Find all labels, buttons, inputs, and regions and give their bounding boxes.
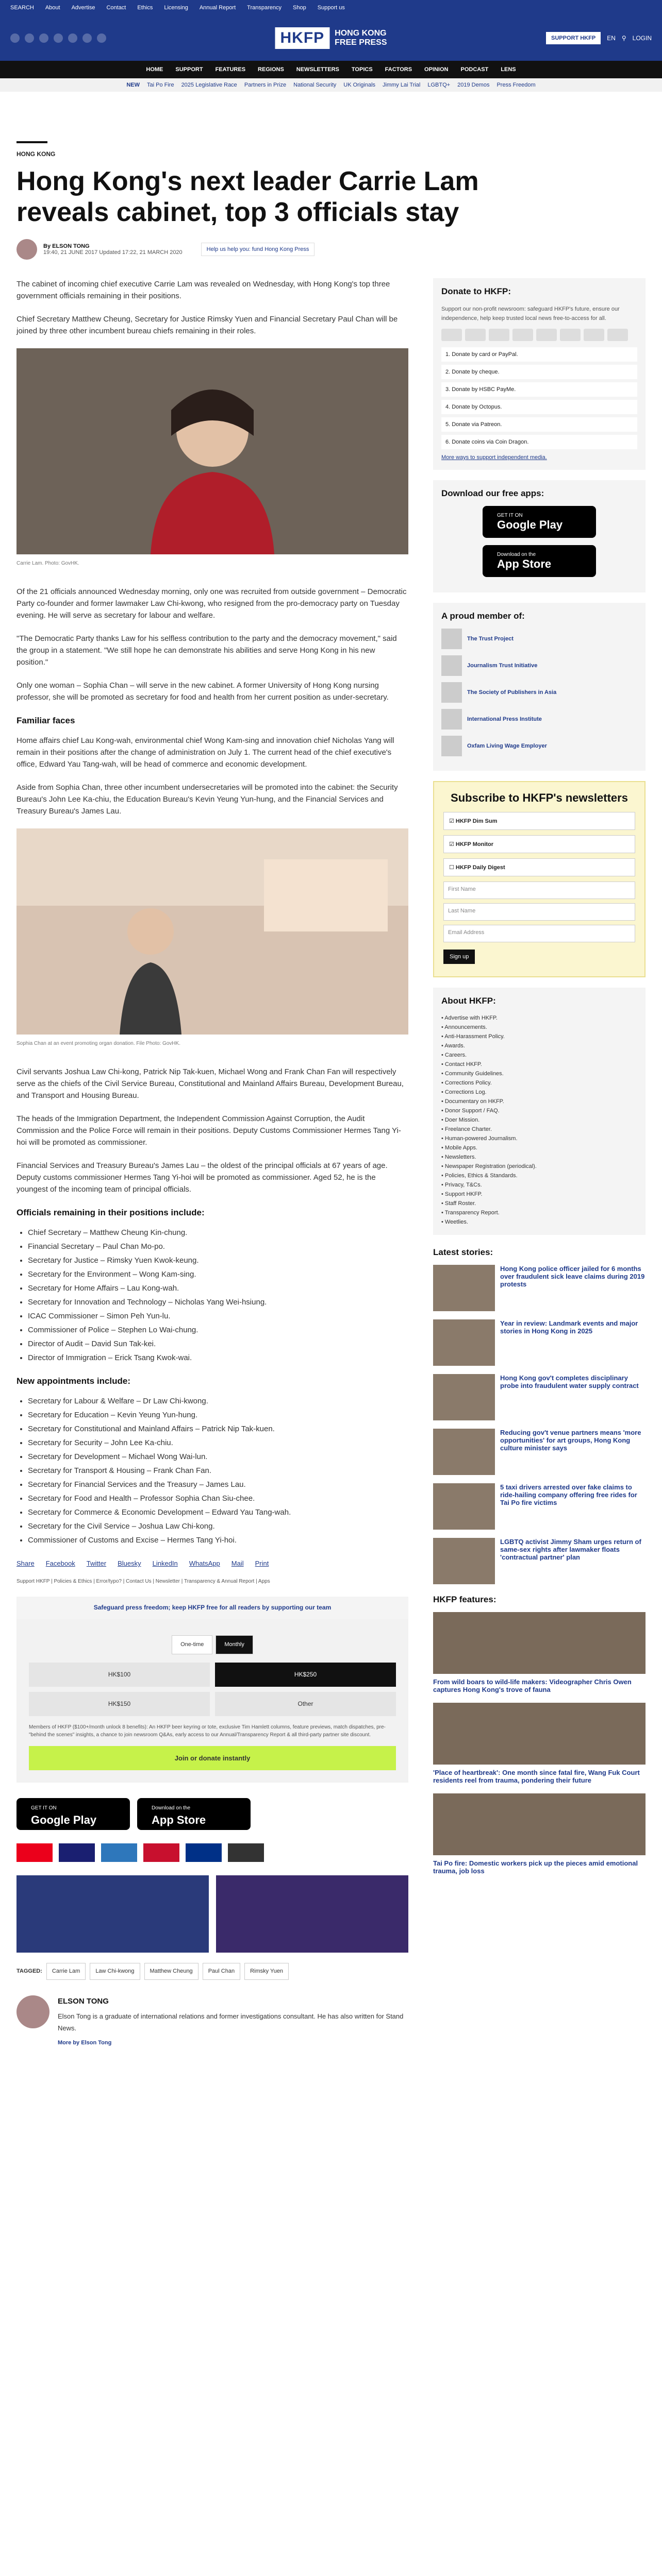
nav-item[interactable]: TOPICS — [351, 66, 373, 73]
about-link[interactable]: • Support HKFP. — [441, 1191, 483, 1197]
new-appointments-list — [28, 1395, 408, 1546]
support-banner[interactable]: Safeguard press freedom; keep HKFP free for all readers by supporting our team — [16, 1597, 408, 1619]
feature-title[interactable]: Tai Po fire: Domestic workers pick up the pieces amid emotional trauma, job loss — [433, 1859, 638, 1875]
about-link[interactable]: • Contact HKFP. — [441, 1061, 482, 1067]
feature-image — [433, 1703, 646, 1765]
about-link[interactable]: • Careers. — [441, 1052, 467, 1058]
trending-link[interactable]: Press Freedom — [496, 82, 536, 88]
about-list — [441, 1013, 637, 1227]
article-category[interactable]: HONG KONG — [16, 150, 56, 158]
latest-story[interactable] — [433, 1483, 646, 1530]
site-logo[interactable] — [275, 27, 387, 49]
about-link[interactable]: • Human-powered Journalism. — [441, 1136, 518, 1142]
member-logo — [441, 709, 462, 730]
frequency-toggle — [29, 1635, 396, 1654]
nav-item[interactable]: HOME — [146, 66, 163, 73]
member-widget — [433, 603, 646, 771]
story-thumbnail — [433, 1265, 495, 1311]
list-item: • Secretary for Justice – Rimsky Yuen Kwok-keung. — [28, 1255, 408, 1266]
section-heading: Familiar faces — [16, 716, 75, 725]
list-item: • Director of Immigration – Erick Tsang Kwok-wai. — [28, 1352, 408, 1364]
feature-story[interactable] — [433, 1612, 646, 1693]
latest-story[interactable] — [433, 1429, 646, 1475]
tag-link[interactable]: Matthew Cheung — [144, 1963, 198, 1980]
list-item: • Secretary for Innovation and Technology – Nicholas Yang Wei-hsiung. — [28, 1296, 408, 1308]
instagram-icon[interactable] — [39, 33, 48, 43]
paypal-icon — [186, 1843, 222, 1862]
story-thumbnail — [433, 1429, 495, 1475]
amount-options — [29, 1663, 396, 1716]
member-logo — [441, 655, 462, 676]
amount-option[interactable]: HK$100 — [29, 1663, 210, 1687]
category-rule — [16, 141, 47, 143]
article-date: 19:40, 21 JUNE 2017 Updated 17:22, 21 MARCH 2020 — [43, 249, 183, 256]
about-link[interactable]: • Weetlies. — [441, 1219, 468, 1225]
threads-icon[interactable] — [82, 33, 92, 43]
newsletter-option-label: HKFP Daily Digest — [455, 865, 505, 871]
member-name: Journalism Trust Initiative — [467, 663, 538, 669]
nav-item[interactable]: SUPPORT — [175, 66, 203, 73]
about-link[interactable]: • Awards. — [441, 1043, 465, 1049]
author-box — [16, 1995, 408, 2049]
promo-videos — [16, 1875, 408, 1953]
about-link[interactable]: • Privacy, T&Cs. — [441, 1182, 482, 1188]
tag-link[interactable]: Rimsky Yuen — [244, 1963, 289, 1980]
donate-method[interactable]: 1. Donate by card or PayPal. — [441, 347, 637, 362]
trending-bar — [0, 78, 662, 92]
google-play-badge[interactable] — [16, 1798, 130, 1830]
email-input[interactable]: Email Address — [443, 925, 635, 942]
list-item: • Secretary for the Civil Service – Joshua Law Chi-kong. — [28, 1520, 408, 1532]
remaining-officials-list — [28, 1227, 408, 1364]
newsletter-option-label: HKFP Monitor — [455, 841, 494, 848]
apps-title: Download our free apps: — [441, 488, 544, 498]
membership-note: Members of HKFP ($100+/month unlock 8 benefits): An HKFP beer keyring or tote, exclusive Tim Hamlett columns, feature previews, match dispatches, pre-"behind the scenes" insights, a chance to join newsroom Q&As, early access to our Annual/Transparency Report & all third-party partner site discount. — [29, 1724, 386, 1738]
linkedin-icon[interactable] — [97, 33, 106, 43]
newsletter-title: Subscribe to HKFP's newsletters — [451, 791, 628, 804]
share-link[interactable]: LinkedIn — [152, 1560, 178, 1567]
brand-bar — [0, 15, 662, 61]
donate-title: Donate to HKFP: — [441, 286, 511, 296]
list-item: • Commissioner of Police – Stephen Lo Wai-chung. — [28, 1324, 408, 1336]
freq-monthly[interactable]: Monthly — [216, 1635, 253, 1654]
search-icon[interactable]: ⚲ — [621, 35, 626, 42]
list-item: • Director of Audit – David Sun Tak-kei. — [28, 1338, 408, 1350]
nav-item[interactable]: PODCAST — [460, 66, 489, 73]
story-thumbnail — [433, 1538, 495, 1584]
about-widget — [433, 988, 646, 1235]
feature-image — [433, 1612, 646, 1674]
badge-small: Download on the — [152, 1805, 191, 1811]
topbar-link[interactable]: SEARCH — [10, 5, 34, 11]
member-logo — [441, 682, 462, 703]
article-footer-links[interactable]: Support HKFP | Policies & Ethics | Error/typo? | Contact Us | Newsletter | Transparency & Annual Report | Apps — [16, 1579, 270, 1584]
member-name: Oxfam Living Wage Employer — [467, 743, 547, 749]
last-name-input[interactable]: Last Name — [443, 903, 635, 921]
member-list — [441, 629, 637, 756]
visa-icon — [59, 1843, 95, 1862]
newsletter-option[interactable]: ☑ HKFP Dim Sum — [443, 812, 635, 830]
payment-icon — [536, 329, 557, 341]
donate-method[interactable]: 5. Donate via Patreon. — [441, 417, 637, 432]
applepay-icon — [228, 1843, 264, 1862]
carrie-lam-photo — [16, 348, 408, 554]
trending-label: NEW — [126, 82, 140, 88]
trending-link[interactable]: Partners in Prize — [244, 82, 287, 88]
badge-big: Google Play — [497, 518, 563, 531]
list-item: • Secretary for the Environment – Wong Kam-sing. — [28, 1268, 408, 1280]
youtube-icon[interactable] — [54, 33, 63, 43]
sophia-chan-photo — [16, 828, 408, 1035]
badge-small: GET IT ON — [497, 512, 523, 518]
latest-story[interactable] — [433, 1538, 646, 1584]
member-name: The Society of Publishers in Asia — [467, 689, 557, 696]
donate-method[interactable]: 3. Donate by HSBC PayMe. — [441, 382, 637, 397]
donate-method[interactable]: 2. Donate by cheque. — [441, 365, 637, 379]
about-link[interactable]: • Policies, Ethics & Standards. — [441, 1173, 518, 1179]
share-link[interactable]: Facebook — [45, 1560, 75, 1567]
about-link[interactable]: • Newspaper Registration (periodical). — [441, 1163, 537, 1170]
payment-logos — [16, 1843, 408, 1862]
feature-image — [433, 1793, 646, 1855]
author-photo — [16, 1995, 49, 2028]
trending-link[interactable]: 2019 Demos — [457, 82, 490, 88]
about-link[interactable]: • Newsletters. — [441, 1154, 476, 1160]
donate-text: Support our non-profit newsroom: safeguard HKFP's future, ensure our independence, help keep trusted local news free-to-access for all. — [441, 306, 620, 321]
features-list — [433, 1612, 646, 1875]
story-thumbnail — [433, 1319, 495, 1366]
trending-link[interactable]: LGBTQ+ — [427, 82, 451, 88]
member-title: A proud member of: — [441, 611, 525, 621]
story-title[interactable]: Hong Kong gov't completes disciplinary probe into fraudulent water supply contract — [500, 1374, 639, 1389]
paragraph: The cabinet of incoming chief executive Carrie Lam was revealed on Wednesday, with Hong Kong's top three government officials remaining in their positions. — [16, 280, 390, 300]
share-links — [16, 1557, 408, 1569]
paragraph: Financial Services and Treasury Bureau's James Lau – the oldest of the principal officials at 67 years of age. Deputy customs commissioner Hermes Tang Yi-hoi will be promoted as commissioner. Aged 52, he is the youngest of the incoming team of principal officials. — [16, 1161, 388, 1194]
signup-button[interactable]: Sign up — [443, 950, 475, 964]
list-item: • Secretary for Transport & Housing – Frank Chan Fan. — [28, 1465, 408, 1477]
about-link[interactable]: • Donor Support / FAQ. — [441, 1108, 500, 1114]
logo-name — [335, 29, 387, 47]
badge-small: Download on the — [497, 551, 536, 557]
amex-icon — [101, 1843, 137, 1862]
nav-item[interactable]: LENS — [501, 66, 516, 73]
list-item: • Secretary for Security – John Lee Ka-chiu. — [28, 1437, 408, 1449]
share-link[interactable]: Mail — [231, 1560, 244, 1567]
about-link[interactable]: • Mobile Apps. — [441, 1145, 477, 1151]
donate-method[interactable]: 4. Donate by Octopus. — [441, 400, 637, 414]
share-link[interactable]: Twitter — [86, 1560, 107, 1567]
logo-line-1: HONG KONG — [335, 29, 387, 38]
story-title[interactable]: Hong Kong police officer jailed for 6 months over fraudulent sick leave claims during 2019 protests — [500, 1265, 645, 1288]
event-illustration — [16, 828, 408, 1035]
share-link[interactable]: Bluesky — [118, 1560, 141, 1567]
story-title[interactable]: 5 taxi drivers arrested over fake claims to ride-hailing company offering free rides for Tai Po fire victims — [500, 1483, 637, 1506]
article-title: Hong Kong's next leader Carrie Lam reveals cabinet, top 3 officials stay — [16, 166, 479, 227]
topbar-link[interactable]: Transparency — [247, 5, 282, 11]
story-title[interactable]: LGBTQ activist Jimmy Sham urges return of same-sex rights after lawmaker floats 'contractual partner' plan — [500, 1538, 641, 1561]
sidebar — [433, 278, 646, 2049]
member-logo — [441, 629, 462, 649]
features-widget — [433, 1595, 646, 1875]
tag-link[interactable]: Law Chi-kwong — [90, 1963, 140, 1980]
paragraph: Aside from Sophia Chan, three other incumbent undersecretaries will be promoted into the cabinet: the Security Bureau's John Lee Ka-chiu, the Education Bureau's Kevin Yeung Yun-hung, and the Financial Services and Treasury Bureau's James Lau. — [16, 783, 398, 816]
about-link[interactable]: • Doer Mission. — [441, 1117, 480, 1123]
about-link[interactable]: • Announcements. — [441, 1024, 487, 1030]
member-item[interactable] — [441, 655, 637, 676]
portrait-illustration — [16, 348, 408, 554]
language-switch[interactable]: EN — [607, 35, 616, 42]
tag-link[interactable]: Carrie Lam — [46, 1963, 86, 1980]
ethics-video[interactable] — [16, 1875, 209, 1953]
badge-big: App Store — [152, 1814, 206, 1826]
topbar-link[interactable]: Annual Report — [199, 5, 236, 11]
latest-title: Latest stories: — [433, 1247, 493, 1257]
photo-caption: Sophia Chan at an event promoting organ donation. File Photo: GovHK. — [16, 1041, 180, 1046]
about-link[interactable]: • Staff Roster. — [441, 1200, 476, 1207]
topbar-link[interactable]: Advertise — [71, 5, 95, 11]
about-link[interactable]: • Community Guidelines. — [441, 1071, 504, 1077]
paragraph: "The Democratic Party thanks Law for his selfless contribution to the party and the democracy movement," said the group in a statement. "We still hope he can demonstrate his abilities and serve Hong Kong in his new position." — [16, 634, 397, 667]
donate-methods — [441, 347, 637, 449]
payment-icon — [607, 329, 628, 341]
badge-small: GET IT ON — [31, 1805, 57, 1811]
donate-payment-logos — [441, 329, 637, 341]
join-button[interactable]: Join or donate instantly — [29, 1746, 396, 1770]
list-item: • Secretary for Education – Kevin Yeung Yun-hung. — [28, 1409, 408, 1421]
payment-icon — [441, 329, 462, 341]
apps-widget — [433, 480, 646, 592]
payment-icon — [489, 329, 509, 341]
story-title[interactable]: Reducing gov't venue partners means 'more opportunities' for art groups, Hong Kong culture minister says — [500, 1429, 641, 1452]
trending-link[interactable]: National Security — [293, 82, 337, 88]
mastercard-icon — [16, 1843, 53, 1862]
features-title: HKFP features: — [433, 1595, 496, 1604]
list-item: • Financial Secretary – Paul Chan Mo-po. — [28, 1241, 408, 1252]
newsletter-option[interactable]: ☐ HKFP Daily Digest — [443, 858, 635, 876]
feature-story[interactable] — [433, 1793, 646, 1875]
member-item[interactable] — [441, 736, 637, 756]
nav-item[interactable]: FACTORS — [385, 66, 412, 73]
trending-link[interactable]: Jimmy Lai Trial — [383, 82, 421, 88]
badge-big: App Store — [497, 557, 552, 570]
trending-link[interactable]: Tai Po Fire — [146, 82, 174, 88]
list-item: • Secretary for Home Affairs – Lau Kong-wah. — [28, 1282, 408, 1294]
topbar-link[interactable]: Support us — [317, 5, 345, 11]
app-store-badge[interactable] — [137, 1798, 251, 1830]
tag-link[interactable]: Paul Chan — [203, 1963, 240, 1980]
paragraph: Chief Secretary Matthew Cheung, Secretary for Justice Rimsky Yuen and Financial Secretary Paul Chan will be joined by three other incumbent bureau chiefs remaining in their roles. — [16, 315, 398, 335]
telegram-icon[interactable] — [68, 33, 77, 43]
tag-list — [16, 1963, 408, 1980]
logo-mark: HKFP — [275, 27, 329, 49]
about-link[interactable]: • Freelance Charter. — [441, 1126, 492, 1132]
byline — [16, 239, 646, 260]
list-item: • Chief Secretary – Matthew Cheung Kin-chung. — [28, 1227, 408, 1239]
social-links — [10, 33, 106, 43]
amount-option[interactable]: Other — [215, 1692, 396, 1716]
google-play-badge[interactable] — [483, 506, 596, 538]
latest-story[interactable] — [433, 1265, 646, 1311]
payment-icon — [465, 329, 486, 341]
share-link[interactable]: Print — [255, 1560, 269, 1567]
first-name-input[interactable]: First Name — [443, 882, 635, 899]
feature-title[interactable]: From wild boars to wild-life makers: Videographer Chris Owen captures Hong Kong's trove of fauna — [433, 1678, 632, 1693]
trending-link[interactable]: 2025 Legislative Race — [181, 82, 237, 88]
logo-line-2: FREE PRESS — [335, 38, 387, 47]
about-link[interactable]: • Advertise with HKFP. — [441, 1015, 498, 1021]
list-item: • Secretary for Food and Health – Professor Sophia Chan Siu-chee. — [28, 1493, 408, 1504]
about-link[interactable]: • Documentary on HKFP. — [441, 1098, 504, 1105]
list-item: • Secretary for Commerce & Economic Development – Edward Yau Tang-wah. — [28, 1506, 408, 1518]
member-logo — [441, 736, 462, 756]
topbar-link[interactable]: About — [45, 5, 60, 11]
support-video[interactable] — [216, 1875, 408, 1953]
newsletter-option-label: HKFP Dim Sum — [455, 818, 498, 824]
about-link[interactable]: • Transparency Report. — [441, 1210, 500, 1216]
paragraph: Only one woman – Sophia Chan – will serve in the new cabinet. A former University of Hong Kong nursing professor, she will be promoted as secretary for food and health from her current position as under-secretary. — [16, 681, 389, 702]
section-heading: New appointments include: — [16, 1376, 131, 1386]
topbar-link[interactable]: Contact — [106, 5, 126, 11]
brand-actions — [546, 32, 652, 44]
payment-icon — [512, 329, 533, 341]
list-item: • Secretary for Development – Michael Wong Wai-lun. — [28, 1451, 408, 1463]
photo-caption: Carrie Lam. Photo: GovHK. — [16, 561, 79, 566]
author-name[interactable]: By ELSON TONG — [43, 243, 90, 249]
topbar-link[interactable]: Ethics — [137, 5, 153, 11]
newsletter-option[interactable]: ☑ HKFP Monitor — [443, 835, 635, 853]
about-title: About HKFP: — [441, 996, 496, 1006]
trending-link[interactable]: UK Originals — [343, 82, 376, 88]
support-hkfp-button[interactable]: SUPPORT HKFP — [546, 32, 601, 44]
topbar-link[interactable]: Licensing — [164, 5, 188, 11]
main-nav — [0, 61, 662, 78]
share-link[interactable]: WhatsApp — [189, 1560, 220, 1567]
paragraph: Home affairs chief Lau Kong-wah, environmental chief Wong Kam-sing and innovation chief Nicholas Yang will remain in their positions after the change of administration on July 1. The current head of the chief executive's office, Edward Yau Tang-wah, will be head of commerce and economic development. — [16, 736, 394, 769]
list-item: • ICAC Commissioner – Simon Peh Yun-lu. — [28, 1310, 408, 1322]
member-name: International Press Institute — [467, 716, 542, 722]
app-store-badge[interactable] — [483, 545, 596, 577]
footer-app-badges — [16, 1798, 408, 1830]
nav-item[interactable]: OPINION — [424, 66, 449, 73]
list-item: • Secretary for Financial Services and the Treasury – James Lau. — [28, 1479, 408, 1490]
about-link[interactable]: • Corrections Log. — [441, 1089, 487, 1095]
newsletter-widget — [433, 781, 646, 977]
help-banner[interactable]: Help us help you: fund Hong Kong Press — [201, 243, 315, 256]
amount-option[interactable]: HK$250 — [215, 1663, 396, 1687]
story-thumbnail — [433, 1483, 495, 1530]
list-item: • Commissioner of Customs and Excise – Hermes Tang Yi-hoi. — [28, 1534, 408, 1546]
freq-one-time[interactable]: One-time — [172, 1635, 212, 1654]
payment-icon — [560, 329, 581, 341]
paragraph: Civil servants Joshua Law Chi-kong, Patrick Nip Tak-kuen, Michael Wong and Frank Chan Fan will respectively serve as the chiefs of the Civil Service Bureau, Constitutional and Mainland Affairs Bureau, Development Bureau, and Transport and Housing Bureau. — [16, 1067, 404, 1100]
feature-story[interactable] — [433, 1703, 646, 1784]
latest-story[interactable] — [433, 1374, 646, 1420]
tags-label: TAGGED: — [16, 1968, 42, 1974]
login-link[interactable]: LOGIN — [632, 35, 652, 42]
more-ways-link[interactable]: More ways to support independent media. — [441, 454, 547, 461]
x-icon[interactable] — [25, 33, 34, 43]
nav-item[interactable]: REGIONS — [258, 66, 284, 73]
paragraph: The heads of the Immigration Department, the Independent Commission Against Corruption, the Audit Commission and the Police Force will remain in their positions. Deputy Customs Commissioner Hermes Tang Yi-hoi will be promoted as commissioner. — [16, 1114, 401, 1147]
about-link[interactable]: • Corrections Policy. — [441, 1080, 492, 1086]
section-heading: Officials remaining in their positions include: — [16, 1208, 205, 1217]
latest-list — [433, 1265, 646, 1584]
list-item: • Secretary for Labour & Welfare – Dr Law Chi-kwong. — [28, 1395, 408, 1407]
badge-big: Google Play — [31, 1814, 97, 1826]
feature-title[interactable]: 'Place of heartbreak': One month since fatal fire, Wang Fuk Court residents reel from trauma, pondering their future — [433, 1769, 640, 1784]
share-link[interactable]: Share — [16, 1560, 35, 1567]
member-item[interactable] — [441, 709, 637, 730]
story-title[interactable]: Year in review: Landmark events and major stories in Hong Kong in 2025 — [500, 1319, 638, 1335]
story-thumbnail — [433, 1374, 495, 1420]
about-link[interactable]: • Anti-Harassment Policy. — [441, 1033, 505, 1040]
member-item[interactable] — [441, 682, 637, 703]
payment-icon — [584, 329, 604, 341]
member-item[interactable] — [441, 629, 637, 649]
nav-item[interactable]: FEATURES — [215, 66, 246, 73]
facebook-icon[interactable] — [10, 33, 20, 43]
donation-box — [16, 1619, 408, 1783]
top-utility-bar — [0, 0, 662, 15]
author-box-name[interactable]: ELSON TONG — [58, 1997, 109, 2006]
author-avatar — [16, 239, 37, 260]
unionpay-icon — [143, 1843, 179, 1862]
nav-item[interactable]: NEWSLETTERS — [296, 66, 339, 73]
article-body — [16, 278, 408, 2049]
donate-method[interactable]: 6. Donate coins via Coin Dragon. — [441, 435, 637, 449]
list-item: • Secretary for Constitutional and Mainland Affairs – Patrick Nip Tak-kuen. — [28, 1423, 408, 1435]
latest-widget — [433, 1247, 646, 1584]
amount-option[interactable]: HK$150 — [29, 1692, 210, 1716]
latest-story[interactable] — [433, 1319, 646, 1366]
paragraph: Of the 21 officials announced Wednesday morning, only one was recruited from outside government – Democratic Party co-founder and former lawmaker Law Chi-kwong, who resigned from the pro-democracy party on Tuesday evening. He will serve as secretary for labour and welfare. — [16, 587, 407, 620]
more-by-author-link[interactable]: More by Elson Tong — [58, 2040, 112, 2046]
author-bio: Elson Tong is a graduate of international relations and former investigations consultant. He has also written for Stand News. — [58, 2012, 404, 2032]
topbar-link[interactable]: Shop — [293, 5, 306, 11]
donate-widget — [433, 278, 646, 470]
member-name: The Trust Project — [467, 636, 514, 642]
